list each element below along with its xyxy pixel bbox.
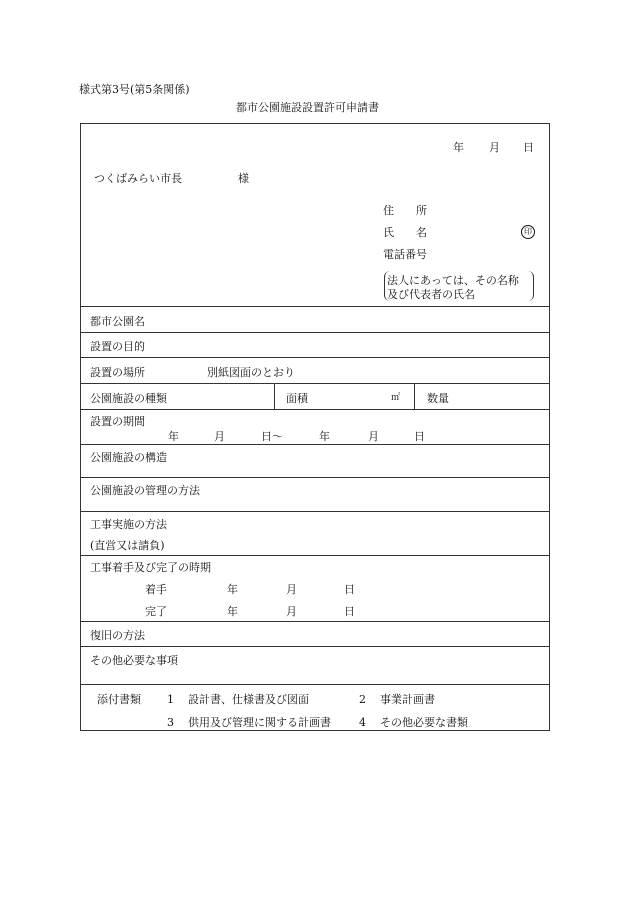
attachment-item [359, 691, 435, 707]
construction-method-label: 工事実施の方法 [90, 518, 167, 531]
page-title: 都市公園施設設置許可申請書 [236, 101, 379, 114]
seal-mark [521, 224, 535, 239]
start-month: 月 [286, 583, 297, 596]
quantity-label: 数量 [427, 392, 449, 405]
corporate-note-line1: 法人にあっては、その名称 [387, 274, 519, 287]
date-day: 日 [523, 141, 534, 154]
period-year-1: 年 [168, 430, 179, 443]
attachment-item [359, 714, 468, 730]
row-divider [81, 332, 549, 333]
column-divider [274, 383, 275, 409]
attachments-label: 添付書類 [97, 693, 141, 706]
attachment-num: 4 [359, 716, 366, 729]
park-name-label: 都市公園名 [90, 315, 145, 328]
purpose-label: 設置の目的 [90, 340, 145, 353]
area-label: 面積 [286, 392, 308, 405]
period-day-2: 日 [414, 430, 425, 443]
attachment-num: 1 [167, 693, 174, 706]
start-day: 日 [344, 583, 355, 596]
row-divider [81, 383, 549, 384]
row-divider [81, 555, 549, 556]
attachment-num: 3 [167, 716, 174, 729]
attachment-text: その他必要な書類 [380, 716, 468, 729]
name-label: 氏 名 [383, 226, 427, 239]
seal-icon: 印 [521, 225, 535, 239]
period-month-1: 月 [214, 430, 225, 443]
facility-type-label: 公園施設の種類 [90, 392, 167, 405]
start-label: 着手 [145, 583, 167, 596]
row-divider [81, 444, 549, 445]
period-year-2: 年 [319, 430, 330, 443]
schedule-label: 工事着手及び完了の時期 [90, 561, 211, 574]
form-number: 様式第3号(第5条関係) [79, 83, 190, 96]
area-unit: ㎡ [391, 393, 401, 403]
addressee-honorific: 様 [238, 172, 249, 185]
addressee-name: つくばみらい市長 [94, 172, 182, 185]
attachment-text: 供用及び管理に関する計画書 [188, 716, 331, 729]
date-month: 月 [489, 141, 500, 154]
construction-note: (直営又は請負) [90, 539, 165, 552]
column-divider [414, 383, 415, 409]
row-divider [81, 621, 549, 622]
attachment-item [167, 714, 331, 730]
management-label: 公園施設の管理の方法 [90, 484, 200, 497]
location-label: 設置の場所 [90, 366, 145, 379]
start-year: 年 [227, 583, 238, 596]
period-month-2: 月 [368, 430, 379, 443]
phone-label: 電話番号 [383, 248, 427, 261]
attachment-num: 2 [359, 693, 366, 706]
row-divider [81, 357, 549, 358]
complete-day: 日 [344, 605, 355, 618]
row-divider [81, 477, 549, 478]
restoration-label: 復旧の方法 [90, 629, 145, 642]
period-day-1: 日〜 [261, 430, 283, 443]
period-label: 設置の期間 [90, 415, 145, 428]
application-form [80, 123, 550, 731]
row-divider [81, 306, 549, 307]
row-divider [81, 409, 549, 410]
corporate-note-line2: 及び代表者の氏名 [387, 288, 475, 301]
address-label: 住 所 [383, 204, 427, 217]
attachment-item [167, 691, 309, 707]
complete-year: 年 [227, 605, 238, 618]
date-year: 年 [453, 141, 464, 154]
location-value: 別紙図面のとおり [207, 366, 295, 379]
attachment-text: 設計書、仕様書及び図面 [188, 693, 309, 706]
attachment-text: 事業計画書 [380, 693, 435, 706]
other-label: その他必要な事項 [90, 654, 178, 667]
row-divider [81, 684, 549, 685]
structure-label: 公園施設の構造 [90, 451, 167, 464]
complete-label: 完了 [145, 605, 167, 618]
complete-month: 月 [286, 605, 297, 618]
row-divider [81, 646, 549, 647]
row-divider [81, 511, 549, 512]
